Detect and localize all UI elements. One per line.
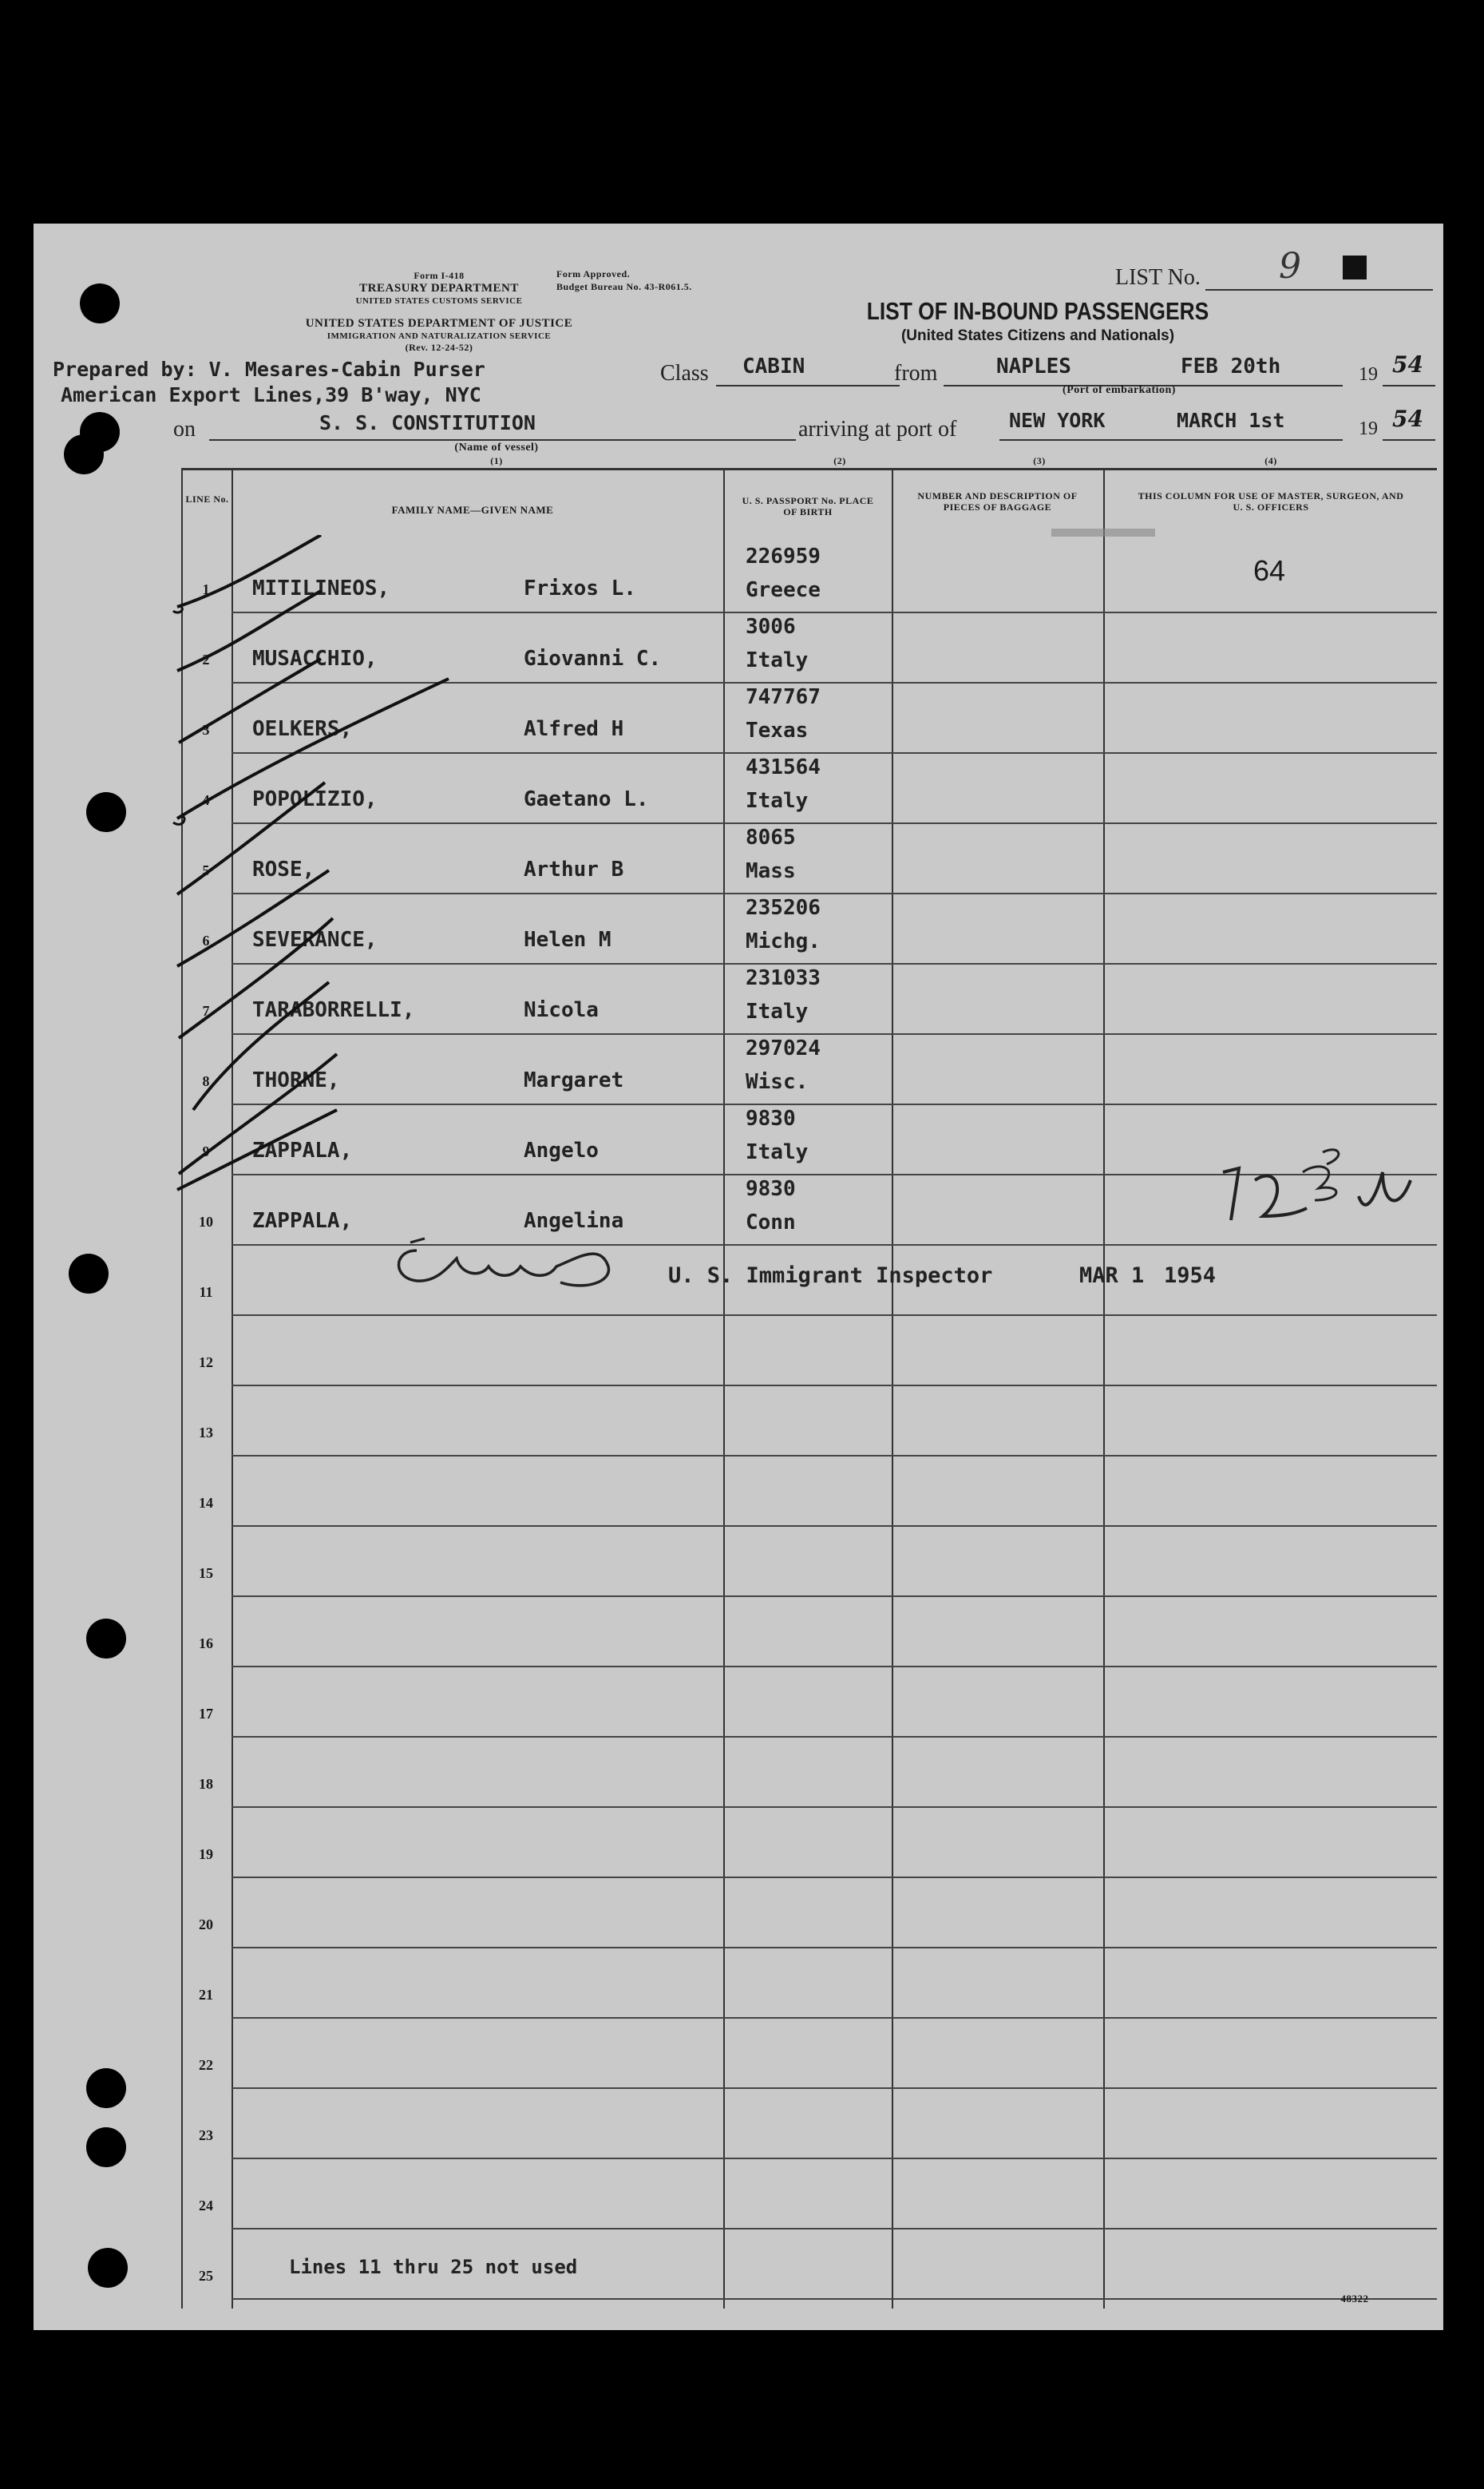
justice-department: UNITED STATES DEPARTMENT OF JUSTICE: [305, 317, 573, 330]
place-of-birth: Mass: [746, 859, 796, 883]
family-name: POPOLIZIO,: [252, 787, 378, 811]
depart-year-underline: [1383, 385, 1435, 386]
list-subtitle: (United States Citizens and Nationals): [900, 327, 1175, 344]
line-number: 24: [199, 2198, 213, 2214]
vessel-name: S. S. CONSTITUTION: [319, 411, 536, 434]
place-of-birth: Italy: [746, 1140, 809, 1164]
inspector-label: U. S. Immigrant Inspector: [668, 1263, 993, 1288]
table-row: [232, 2228, 1437, 2229]
table-row: [232, 1385, 1437, 1386]
depart-year-prefix: 19: [1359, 364, 1378, 385]
inspector-date: MAR 1: [1079, 1263, 1145, 1288]
line-number: 16: [199, 1635, 213, 1651]
line-number: 2: [202, 652, 210, 668]
form-code: 48322: [1340, 2293, 1369, 2305]
arrival-date: MARCH 1st: [1177, 409, 1285, 432]
table-row: [232, 1455, 1437, 1457]
given-name: Gaetano L.: [524, 787, 649, 811]
vessel-caption: (Name of vessel): [454, 442, 539, 454]
family-name: SEVERANCE,: [252, 928, 378, 952]
family-name: THORNE,: [252, 1068, 340, 1092]
line-number: 15: [199, 1565, 213, 1581]
depart-year: 54: [1392, 351, 1423, 378]
table-row: [232, 1525, 1437, 1527]
table-top-border: [181, 468, 1437, 470]
given-name: Angelina: [524, 1209, 624, 1233]
arrival-port: NEW YORK: [1009, 409, 1106, 432]
list-no-value: 9: [1279, 246, 1301, 287]
col-line-baggage: [892, 468, 893, 2309]
manifest-sheet: [34, 224, 1443, 2330]
table-row: [232, 1314, 1437, 1316]
table-row: [232, 1595, 1437, 1597]
list-no-underline: [1205, 289, 1433, 291]
col1-number: (1): [490, 455, 503, 466]
ins-service: IMMIGRATION AND NATURALIZATION SERVICE: [326, 331, 552, 341]
passport-number: 9830: [746, 1107, 796, 1131]
given-name: Angelo: [524, 1139, 599, 1163]
binder-hole: [86, 1619, 126, 1659]
table-row: [232, 1877, 1437, 1878]
header-line-no: LINE No.: [185, 493, 229, 505]
form-number: Form I-418: [414, 270, 465, 281]
col2-number: (2): [833, 455, 846, 466]
class-value: CABIN: [742, 355, 805, 379]
place-of-birth: Michg.: [746, 929, 821, 953]
line-number: 7: [202, 1003, 210, 1019]
header-officers: THIS COLUMN FOR USE OF MASTER, SURGEON, AND U. S. OFFICERS: [1138, 490, 1404, 513]
from-label: from: [894, 361, 938, 386]
place-of-birth: Texas: [746, 719, 809, 743]
table-row: [232, 1736, 1437, 1738]
binder-hole: [86, 792, 126, 832]
binder-hole: [86, 2127, 126, 2167]
officer-handwritten-mark: [1207, 1140, 1431, 1236]
binder-hole: [88, 2248, 128, 2288]
row-check-marks: [129, 535, 512, 1198]
company-address: American Export Lines,39 B'way, NYC: [61, 383, 481, 406]
line-number: 3: [202, 722, 210, 738]
treasury-department: TREASURY DEPARTMENT: [359, 282, 519, 295]
list-no-label: LIST No.: [1115, 265, 1201, 290]
inspector-year: 1954: [1164, 1263, 1217, 1288]
binder-hole: [64, 434, 104, 474]
binder-hole: [69, 1254, 109, 1294]
line-number: 5: [202, 862, 210, 878]
line-number: 4: [202, 792, 210, 808]
table-row: [232, 1947, 1437, 1948]
budget-bureau: Budget Bureau No. 43-R061.5.: [556, 281, 692, 292]
arriving-label: arriving at port of: [798, 417, 957, 442]
lines-not-used-note: Lines 11 thru 25 not used: [289, 2256, 578, 2278]
given-name: Helen M: [524, 928, 611, 952]
arrival-year: 54: [1392, 406, 1423, 432]
inspector-signature: [393, 1235, 648, 1298]
family-name: ZAPPALA,: [252, 1209, 353, 1233]
family-name: ROSE,: [252, 858, 315, 882]
passport-number: 431564: [746, 755, 821, 779]
line-number: 13: [199, 1425, 213, 1441]
passport-number: 235206: [746, 896, 821, 920]
header-passport: U. S. PASSPORT No. PLACE OF BIRTH: [742, 495, 874, 517]
vessel-underline: [209, 439, 796, 441]
given-name: Alfred H: [524, 717, 624, 741]
line-number: 22: [199, 2057, 213, 2073]
table-row: [232, 2158, 1437, 2159]
family-name: ZAPPALA,: [252, 1139, 353, 1163]
line-number: 17: [199, 1706, 213, 1722]
officer-count: 64: [1253, 554, 1286, 587]
arrival-year-underline: [1383, 439, 1435, 441]
line-number: 12: [199, 1354, 213, 1370]
line-number: 25: [199, 2268, 213, 2284]
list-title: LIST OF IN-BOUND PASSENGERS: [866, 297, 1209, 325]
passport-number: 226959: [746, 545, 821, 569]
prepared-by: Prepared by: V. Mesares-Cabin Purser: [53, 358, 485, 381]
place-of-birth: Wisc.: [746, 1070, 809, 1094]
line-number: 19: [199, 1846, 213, 1862]
given-name: Nicola: [524, 998, 599, 1022]
header-name: FAMILY NAME—GIVEN NAME: [391, 504, 554, 516]
line-number: 23: [199, 2127, 213, 2143]
given-name: Arthur B: [524, 858, 624, 882]
passport-number: 8065: [746, 826, 796, 850]
table-row: [232, 2298, 1437, 2300]
family-name: TARABORRELLI,: [252, 998, 415, 1022]
class-label: Class: [660, 361, 709, 386]
place-of-birth: Italy: [746, 1000, 809, 1024]
col-line-officers: [1103, 468, 1105, 2309]
form-approved: Form Approved.: [556, 268, 631, 279]
passport-number: 297024: [746, 1036, 821, 1060]
family-name: MUSACCHIO,: [252, 647, 378, 671]
class-underline: [716, 385, 900, 386]
line-number: 10: [199, 1214, 213, 1230]
binder-hole: [80, 283, 120, 323]
table-row: [232, 2087, 1437, 2089]
customs-service: UNITED STATES CUSTOMS SERVICE: [355, 296, 523, 306]
table-row: [232, 1666, 1437, 1667]
arrival-underline: [999, 439, 1343, 441]
line-number: 11: [199, 1284, 213, 1300]
place-of-birth: Conn: [746, 1211, 796, 1235]
table-row: [232, 1806, 1437, 1808]
port-of-embarkation: NAPLES: [996, 355, 1071, 379]
col-line-passport: [723, 468, 725, 2309]
list-no-overwrite-mark: [1343, 256, 1367, 279]
line-number: 14: [199, 1495, 213, 1511]
family-name: OELKERS,: [252, 717, 353, 741]
passport-number: 231033: [746, 966, 821, 990]
passport-number: 9830: [746, 1177, 796, 1201]
place-of-birth: Italy: [746, 789, 809, 813]
line-number: 1: [202, 581, 210, 597]
header-baggage: NUMBER AND DESCRIPTION OF PIECES OF BAGGAGE: [917, 490, 1078, 513]
place-of-birth: Italy: [746, 648, 809, 672]
family-name: MITILINEOS,: [252, 577, 390, 600]
on-label: on: [173, 417, 196, 442]
binder-hole: [86, 2068, 126, 2108]
passport-number: 3006: [746, 615, 796, 639]
given-name: Margaret: [524, 1068, 624, 1092]
given-name: Frixos L.: [524, 577, 636, 600]
line-number: 20: [199, 1916, 213, 1932]
form-revision: (Rev. 12-24-52): [405, 342, 473, 353]
line-number: 6: [202, 933, 210, 949]
line-number: 18: [199, 1776, 213, 1792]
line-number: 9: [202, 1143, 210, 1159]
line-number: 21: [199, 1987, 213, 2003]
col4-number: (4): [1264, 455, 1277, 466]
given-name: Giovanni C.: [524, 647, 662, 671]
passport-number: 747767: [746, 685, 821, 709]
line-number: 8: [202, 1073, 210, 1089]
baggage-header-smudge: [1051, 529, 1155, 537]
departure-date: FEB 20th: [1181, 355, 1281, 379]
table-row: [232, 2017, 1437, 2019]
arrival-year-prefix: 19: [1359, 418, 1378, 439]
place-of-birth: Greece: [746, 578, 821, 602]
port-embark-caption: (Port of embarkation): [1063, 384, 1176, 396]
col3-number: (3): [1033, 455, 1046, 466]
